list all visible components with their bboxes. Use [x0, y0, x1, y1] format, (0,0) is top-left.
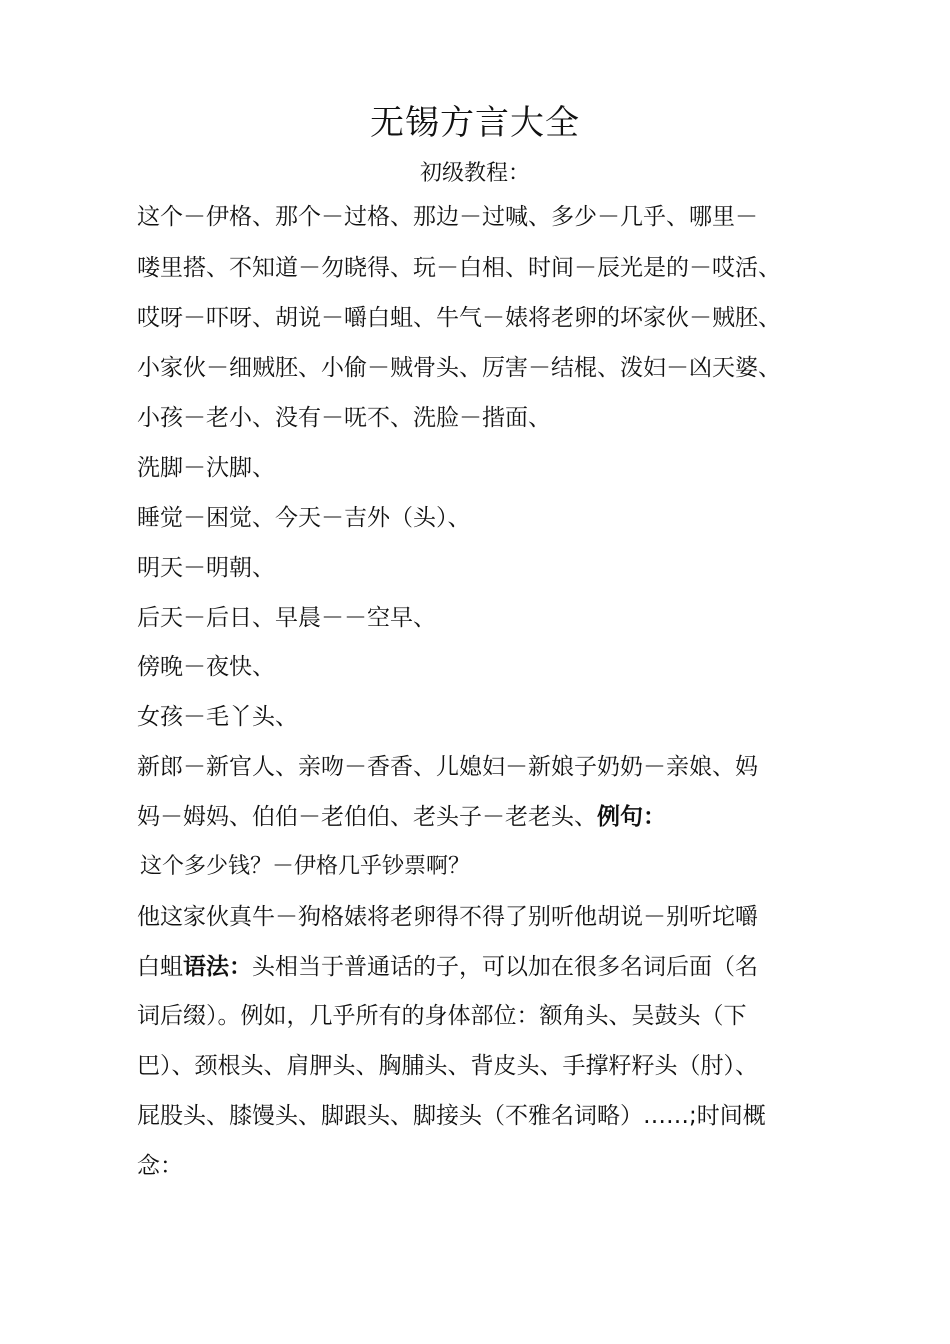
text-line: 傍晚－夜快、 — [137, 654, 275, 680]
grammar-heading: 语法： — [183, 954, 252, 980]
example-sentence: 这个多少钱？－伊格几乎钞票啊？ — [140, 854, 471, 879]
example-heading: 例句： — [597, 804, 666, 830]
text-line: 念： — [137, 1153, 183, 1179]
text-segment: 妈－姆妈、伯伯－老伯伯、老头子－老老头、 — [137, 804, 597, 830]
text-line — [137, 949, 758, 985]
text-line: 洗脚－汏脚、 — [137, 455, 275, 481]
text-line: 词后缀）。例如，几乎所有的身体部位：额角头、吴鼓头（下 — [137, 1003, 747, 1029]
text-line: 屁股头、膝馒头、脚跟头、脚接头（不雅名词略）……;时间概 — [137, 1103, 766, 1129]
text-line: 小家伙－细贼胚、小偷－贼骨头、厉害－结棍、泼妇－凶天婆、 — [137, 355, 781, 381]
text-line — [137, 799, 666, 835]
text-line: 哎呀－吓呀、胡说－嚼白蛆、牛气－婊将老卵的坏家伙－贼胚、 — [137, 305, 781, 331]
text-line: 他这家伙真牛－狗格婊将老卵得不得了别听他胡说－别听坨嚼 — [137, 904, 758, 930]
text-line: 巴）、颈根头、肩胛头、胸脯头、背皮头、手撑籽籽头（肘）、 — [137, 1053, 758, 1079]
document-subtitle: 初级教程： — [419, 161, 530, 186]
text-segment: 白蛆 — [137, 954, 183, 980]
text-line: 明天－明朝、 — [137, 555, 275, 581]
text-line: 这个－伊格、那个－过格、那边－过喊、多少－几乎、哪里－ — [137, 204, 758, 230]
text-line: 小孩－老小、没有－呒不、洗脸－揩面、 — [137, 405, 551, 431]
text-line: 喽里搭、不知道－勿晓得、玩－白相、时间－辰光是的－哎活、 — [137, 255, 781, 281]
text-line: 睡觉－困觉、今天－吉外（头）、 — [137, 505, 471, 531]
text-line: 女孩－毛丫头、 — [137, 704, 298, 730]
text-segment: 头相当于普通话的子，可以加在很多名词后面（名 — [252, 954, 758, 980]
document-title: 无锡方言大全 — [370, 103, 580, 143]
text-line: 后天－后日、早晨－－空早、 — [137, 605, 436, 631]
text-line: 新郎－新官人、亲吻－香香、儿媳妇－新娘子奶奶－亲娘、妈 — [137, 754, 758, 780]
